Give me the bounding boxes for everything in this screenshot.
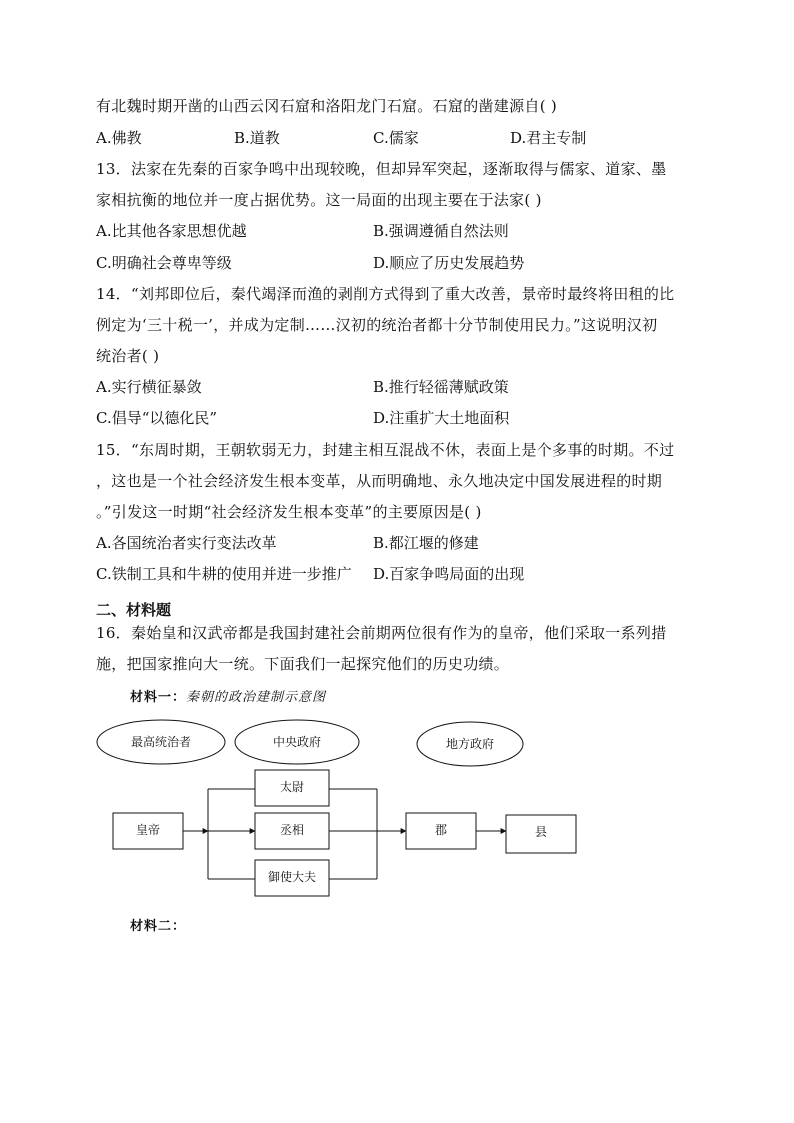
box-county-label: 县 (534, 825, 548, 839)
q12-option-a: A.佛教 (96, 129, 142, 147)
q16-stem-line2: 施，把国家推向大一统。下面我们一起探究他们的历史功绩。 (96, 655, 510, 673)
q12-option-d: D.君主专制 (510, 129, 587, 147)
box-yushidafu-label: 御使大夫 (267, 870, 317, 884)
q13-stem-line2: 家相抗衡的地位并一度占据优势。这一局面的出现主要在于法家( ) (96, 191, 542, 209)
q13-option-b: B.强调遵循自然法则 (373, 222, 509, 240)
box-emperor-label: 皇帝 (135, 823, 161, 837)
ellipse-central-government-label: 中央政府 (272, 735, 322, 749)
q15-option-b: B.都江堰的修建 (373, 534, 479, 552)
q14-stem-line2: 例定为‘三十税一’，并成为定制……汉初的统治者都十分节制使用民力。”这说明汉初 (96, 316, 658, 334)
q13-option-c: C.明确社会尊卑等级 (96, 254, 232, 272)
q14-option-d: D.注重扩大土地面积 (373, 409, 510, 427)
q12-option-c: C.儒家 (373, 129, 419, 147)
ellipse-local-government-label: 地方政府 (445, 737, 495, 751)
q15-option-a: A.各国统治者实行变法改革 (96, 534, 277, 552)
material1-label: 材料一： (130, 690, 187, 705)
q15-option-d: D.百家争鸣局面的出现 (373, 565, 525, 583)
material2-label: 材料二： (130, 919, 187, 934)
q14-option-a: A.实行横征暴敛 (96, 378, 202, 396)
box-taiwei-label: 太尉 (279, 780, 305, 794)
section-title: 二、材料题 (96, 601, 172, 619)
q12-stem: 有北魏时期开凿的山西云冈石窟和洛阳龙门石窟。石窟的凿建源自( ) (96, 97, 558, 115)
q15-stem-line2: ，这也是一个社会经济发生根本变革，从而明确地、永久地决定中国发展进程的时期 (96, 472, 663, 490)
ellipse-supreme-ruler-label: 最高统治者 (130, 735, 192, 749)
material1-caption: 秦朝的政治建制示意图 (186, 690, 327, 705)
q16-stem-line1: 16．秦始皇和汉武帝都是我国封建社会前期两位很有作为的皇帝，他们采取一系列措 (96, 624, 667, 642)
q13-option-d: D.顺应了历史发展趋势 (373, 254, 525, 272)
q13-option-a: A.比其他各家思想优越 (96, 222, 247, 240)
q15-stem-line3: 。”引发这一时期“社会经济发生根本变革”的主要原因是( ) (96, 503, 482, 521)
q15-option-c: C.铁制工具和牛耕的使用并进一步推广 (96, 565, 352, 583)
q14-option-b: B.推行轻徭薄赋政策 (373, 378, 509, 396)
q14-option-c: C.倡导“以德化民” (96, 409, 218, 427)
q13-stem-line1: 13．法家在先秦的百家争鸣中出现较晚，但却异军突起，逐渐取得与儒家、道家、墨 (96, 160, 667, 178)
box-commandery-label: 郡 (434, 823, 448, 837)
q14-stem-line1: 14．“刘邦即位后，秦代竭泽而渔的剥削方式得到了重大改善，景帝时最终将田租的比 (96, 285, 675, 303)
q14-stem-line3: 统治者( ) (96, 347, 160, 365)
q15-stem-line1: 15．“东周时期，王朝软弱无力，封建主相互混战不休，表面上是个多事的时期。不过 (96, 441, 675, 459)
box-chengxiang-label: 丞相 (279, 823, 305, 837)
q12-option-b: B.道教 (234, 129, 280, 147)
